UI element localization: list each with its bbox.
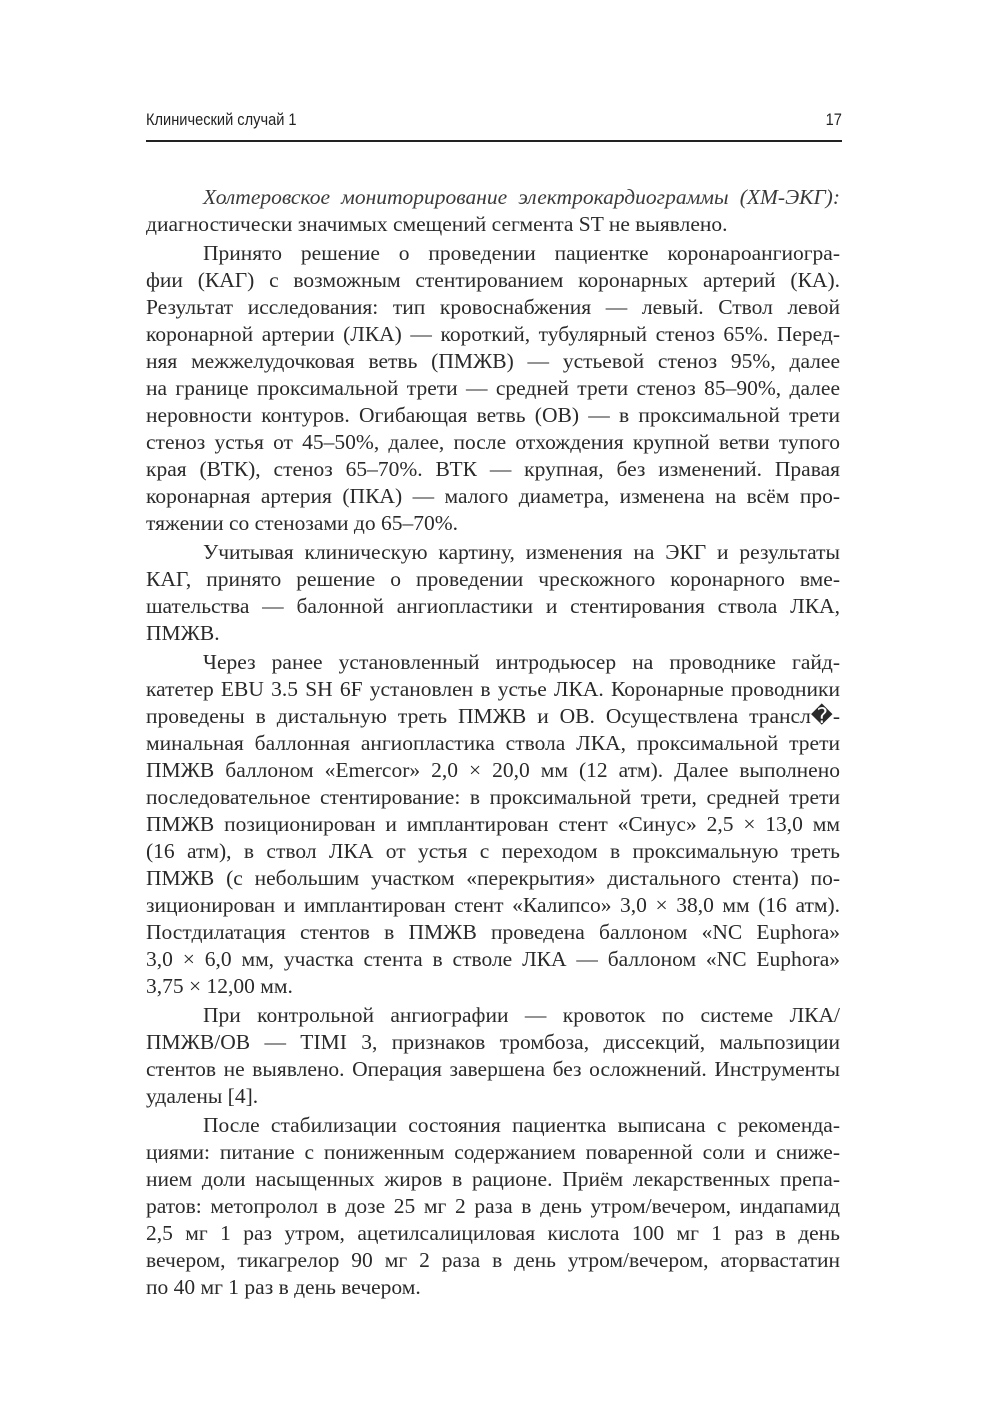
- paragraph-2-line-4: коронарной артерии (ЛКА) — короткий, тубулярный стеноз 65%. Перед-: [146, 322, 840, 346]
- paragraph-2-line-8: стеноз устья от 45–50%, далее, после отхождения крупной ветви тупого: [146, 430, 840, 454]
- paragraph-2-line-11: тяжении со стенозами до 65–70%.: [146, 511, 459, 535]
- paragraph-4-line-12: 3,0 × 6,0 мм, участка стента в стволе ЛКА — баллоном «NC Euphora»: [146, 947, 840, 971]
- paragraph-4-line-8: (16 атм), в ствол ЛКА от устья с переходом в проксимальную треть: [146, 839, 840, 863]
- paragraph-5-line-1: При контрольной ангиографии — кровоток по системе ЛКА/: [203, 1003, 840, 1027]
- paragraph-4-line-11: Постдилатация стентов в ПМЖВ проведена баллоном «NC Euphora»: [146, 920, 840, 944]
- running-header: [146, 110, 842, 134]
- page-number: 17: [825, 110, 842, 129]
- paragraph-6-line-4: ратов: метопролол в дозе 25 мг 2 раза в день утром/вечером, индапамид: [146, 1194, 840, 1218]
- paragraph-5-line-4: удалены [4].: [146, 1084, 259, 1108]
- paragraph-4-line-4: минальная баллонная ангиопластика ствола ЛКА, проксимальной трети: [146, 731, 840, 755]
- paragraph-2-line-2: фии (КАГ) с возможным стентированием коронарных артерий (КА).: [146, 268, 840, 292]
- paragraph-3-line-1: Учитывая клиническую картину, изменения на ЭКГ и результаты: [203, 540, 840, 564]
- paragraph-1-line-1: Холтеровское мониторирование электрокардиограммы (ХМ-ЭКГ):: [203, 185, 840, 209]
- paragraph-4-line-13: 3,75 × 12,00 мм.: [146, 974, 293, 998]
- paragraph-4-line-2: катетер EBU 3.5 SH 6F установлен в устье ЛКА. Коронарные проводники: [146, 677, 840, 701]
- paragraph-6-line-5: 2,5 мг 1 раз утром, ацетилсалициловая кислота 100 мг 1 раз в день: [146, 1221, 840, 1245]
- paragraph-2-line-10: коронарная артерия (ПКА) — малого диаметра, изменена на всём про-: [146, 484, 840, 508]
- paragraph-3-line-3: шательства — балонной ангиопластики и стентирования ствола ЛКА,: [146, 594, 840, 618]
- paragraph-6-line-6: вечером, тикагрелор 90 мг 2 раза в день утром/вечером, аторвастатин: [146, 1248, 840, 1272]
- paragraph-6-line-3: нием доли насыщенных жиров в рационе. Приём лекарственных препа-: [146, 1167, 840, 1191]
- paragraph-5-line-2: ПМЖВ/ОВ — TIMI 3, признаков тромбоза, диссекций, мальпозиции: [146, 1030, 840, 1054]
- paragraph-4-line-5: ПМЖВ баллоном «Emercor» 2,0 × 20,0 мм (12 атм). Далее выполнено: [146, 758, 840, 782]
- paragraph-5-line-3: стентов не выявлено. Операция завершена без осложнений. Инструменты: [146, 1057, 840, 1081]
- paragraph-6-line-7: по 40 мг 1 раз в день вечером.: [146, 1275, 421, 1299]
- paragraph-1-line-2: диагностически значимых смещений сегмента ST не выявлено.: [146, 212, 728, 236]
- paragraph-3-line-4: ПМЖВ.: [146, 621, 220, 645]
- paragraph-2-line-5: няя межжелудочковая ветвь (ПМЖВ) — устьевой стеноз 95%, далее: [146, 349, 840, 373]
- paragraph-4-line-1: Через ранее установленный интродьюсер на проводнике гайд-: [203, 650, 840, 674]
- paragraph-2-line-7: неровности контуров. Огибающая ветвь (ОВ) — в проксимальной трети: [146, 403, 840, 427]
- paragraph-6-line-2: циями: питание с пониженным содержанием поваренной соли и сниже-: [146, 1140, 840, 1164]
- paragraph-4-line-6: последовательное стентирование: в проксимальной трети, средней трети: [146, 785, 840, 809]
- paragraph-4-line-9: ПМЖВ (с небольшим участком «перекрытия» дистального стента) по-: [146, 866, 840, 890]
- header-divider: [146, 140, 842, 142]
- paragraph-2-line-3: Результат исследования: тип кровоснабжения — левый. Ствол левой: [146, 295, 840, 319]
- chapter-title: Клинический случай 1: [146, 110, 297, 129]
- paragraph-2-line-6: на границе проксимальной трети — средней трети стеноз 85–90%, далее: [146, 376, 840, 400]
- paragraph-6-line-1: После стабилизации состояния пациентка выписана с рекоменда-: [203, 1113, 840, 1137]
- paragraph-2-line-9: края (ВТК), стеноз 65–70%. ВТК — крупная, без изменений. Правая: [146, 457, 840, 481]
- paragraph-2-line-1: Принято решение о проведении пациентке коронароангиогра-: [203, 241, 840, 265]
- paragraph-3-line-2: КАГ, принято решение о проведении чрескожного коронарного вме-: [146, 567, 840, 591]
- paragraph-4-line-3: проведены в дистальную треть ПМЖВ и ОВ. Осуществлена трансл�-: [146, 704, 840, 728]
- paragraph-4-line-7: ПМЖВ позиционирован и имплантирован стент «Синус» 2,5 × 13,0 мм: [146, 812, 840, 836]
- paragraph-4-line-10: зиционирован и имплантирован стент «Калипсо» 3,0 × 38,0 мм (16 атм).: [146, 893, 840, 917]
